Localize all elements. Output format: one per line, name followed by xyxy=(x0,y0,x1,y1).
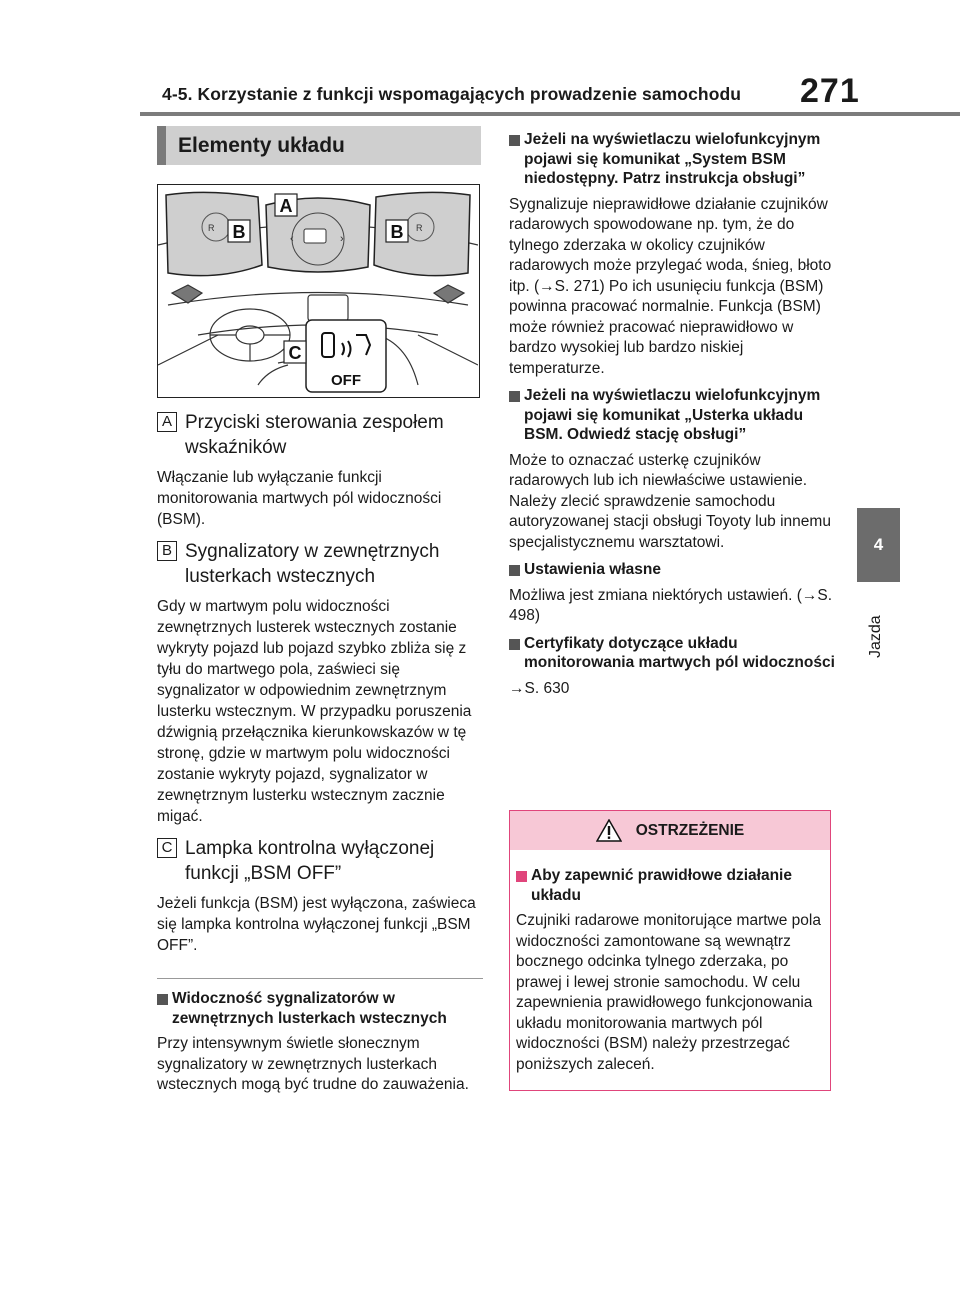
warning-label: OSTRZEŻENIE xyxy=(635,821,745,839)
note-visibility-title: Widoczność sygnalizatorów w zewnętrznych lusterkach wstecznych xyxy=(172,990,447,1027)
item-c-key: C xyxy=(157,838,177,858)
separator xyxy=(157,978,483,979)
item-b-title: Sygnalizatory w zewnętrznych lusterkach wstecznych xyxy=(185,541,440,587)
chapter-tab: 4 xyxy=(857,508,900,582)
bullet-square-icon xyxy=(509,565,520,576)
callout-a: A xyxy=(279,196,293,216)
left-column xyxy=(157,410,483,1103)
item-a-key: A xyxy=(157,412,177,432)
note-settings-title: Ustawienia własne xyxy=(524,561,661,578)
item-a xyxy=(157,410,483,530)
svg-text:R: R xyxy=(416,223,423,233)
bullet-square-icon xyxy=(509,639,520,650)
callout-b-right: B xyxy=(390,222,404,242)
svg-text:R: R xyxy=(208,223,215,233)
warning-item-body: Czujniki radarowe monitorujące martwe pola widoczności zamontowane są wewnątrz bocznego odcinka tylnego zderzaka, po prawej i lewej stronie samochodu. W celu zapewnienia prawidłowego funkcjonowania układu monitorowania martwych pól widoczności (BSM) należy przestrzegać poniższych zaleceń. xyxy=(516,912,821,1073)
header-rule xyxy=(140,112,960,116)
warning-item-title: Aby zapewnić prawidłowe działanie układu xyxy=(531,867,792,904)
dashboard-illustration xyxy=(157,184,480,398)
item-c-title: Lampka kontrolna wyłączonej funkcji „BSM OFF” xyxy=(185,838,435,884)
bsm-off-button-callout xyxy=(306,320,386,392)
note-certificates-body: →S. 630 xyxy=(509,679,570,697)
item-c xyxy=(157,836,483,956)
note-settings-body: Możliwa jest zmiana niektórych ustawień. (→S. 498) xyxy=(509,586,833,624)
dashboard-drawing xyxy=(158,185,478,396)
bullet-square-icon xyxy=(509,391,520,402)
note-visibility xyxy=(157,989,483,1028)
running-header: 4-5. Korzystanie z funkcji wspomagających prowadzenie samochodu xyxy=(162,84,742,104)
note-malfunction-title: Jeżeli na wyświetlaczu wielofunkcyjnym pojawi się komunikat „Usterka układu BSM. Odwiedź stację obsługi” xyxy=(524,387,821,443)
item-c-text: Jeżeli funkcja (BSM) jest wyłączona, zaświeca się lampka kontrolna wyłączonej funkcji „BSM OFF”. xyxy=(157,895,476,954)
note-unavailable-title: Jeżeli na wyświetlaczu wielofunkcyjnym pojawi się komunikat „System BSM niedostępny. Patrz instrukcja obsługi” xyxy=(524,131,821,187)
warning-box xyxy=(509,810,831,1091)
item-b-text: Gdy w martwym polu widoczności zewnętrznych lusterek wstecznych zostanie wykryty pojazd lub pojazd szybko zbliża się z tyłu do martwego pola, zaświeci się sygnalizator w odpowiednim zewnętrznym lusterku wstecznym. W przypadku poruszenia dźwignią przełącznika kierunkowskazów w tę stronę, gdzie w martwym polu widoczności zostanie wykryty pojazd, sygnalizator w zewnętrznym lusterku wstecznym zacznie migać. xyxy=(157,598,472,825)
bullet-square-icon xyxy=(509,135,520,146)
note-malfunction-body: Może to oznaczać usterkę czujników radarowych lub ich niewłaściwe ustawienie. Należy zlecić sprawdzenie samochodu autoryzowanej stacji obsługi Toyoty lub innemu specjalistycznemu warsztatowi. xyxy=(509,451,831,551)
svg-text:‹: ‹ xyxy=(290,233,294,245)
item-b-key: B xyxy=(157,541,177,561)
item-a-text: Włączanie lub wyłączanie funkcji monitorowania martwych pól widoczności (BSM). xyxy=(157,469,442,528)
section-header: Elementy układu xyxy=(157,126,481,165)
note-visibility-body: Przy intensywnym świetle słonecznym sygnalizatory w zewnętrznych lusterkach wstecznych mogą być trudne do zauważenia. xyxy=(157,1035,469,1093)
right-column xyxy=(509,126,835,706)
item-a-title: Przyciski sterowania zespołem wskaźników xyxy=(185,412,444,458)
note-certificates xyxy=(509,634,835,673)
note-unavailable xyxy=(509,130,835,189)
warning-body xyxy=(510,850,830,1075)
svg-text:›: › xyxy=(340,233,344,245)
page-number: 271 xyxy=(800,72,860,110)
note-settings xyxy=(509,560,835,580)
note-malfunction xyxy=(509,386,835,445)
warning-header xyxy=(510,811,830,850)
chapter-label: Jazda xyxy=(867,615,884,658)
warning-triangle-icon xyxy=(596,819,622,842)
bullet-square-icon xyxy=(516,871,527,882)
note-certificates-title: Certyfikaty dotyczące układu monitorowania martwych pól widoczności xyxy=(524,634,835,671)
bullet-square-icon xyxy=(157,994,168,1005)
item-b xyxy=(157,539,483,827)
bsm-off-text: OFF xyxy=(331,372,361,389)
callout-b-left: B xyxy=(232,222,246,242)
callout-c: C xyxy=(288,343,302,363)
note-unavailable-body: Sygnalizuje nieprawidłowe działanie czujników radarowych spowodowane np. tym, że do tylnego zderzaka w okolicy czujników radarowych może przylegać woda, śnieg, błoto itp. (→S. 271) Po ich usunięciu funkcja (BSM) powinna pracować normalnie. Funkcja (BSM) może również pracować nieprawidłowo w bardzo wysokiej lub bardzo niskiej temperaturze. xyxy=(509,195,832,377)
warning-item xyxy=(516,866,822,905)
